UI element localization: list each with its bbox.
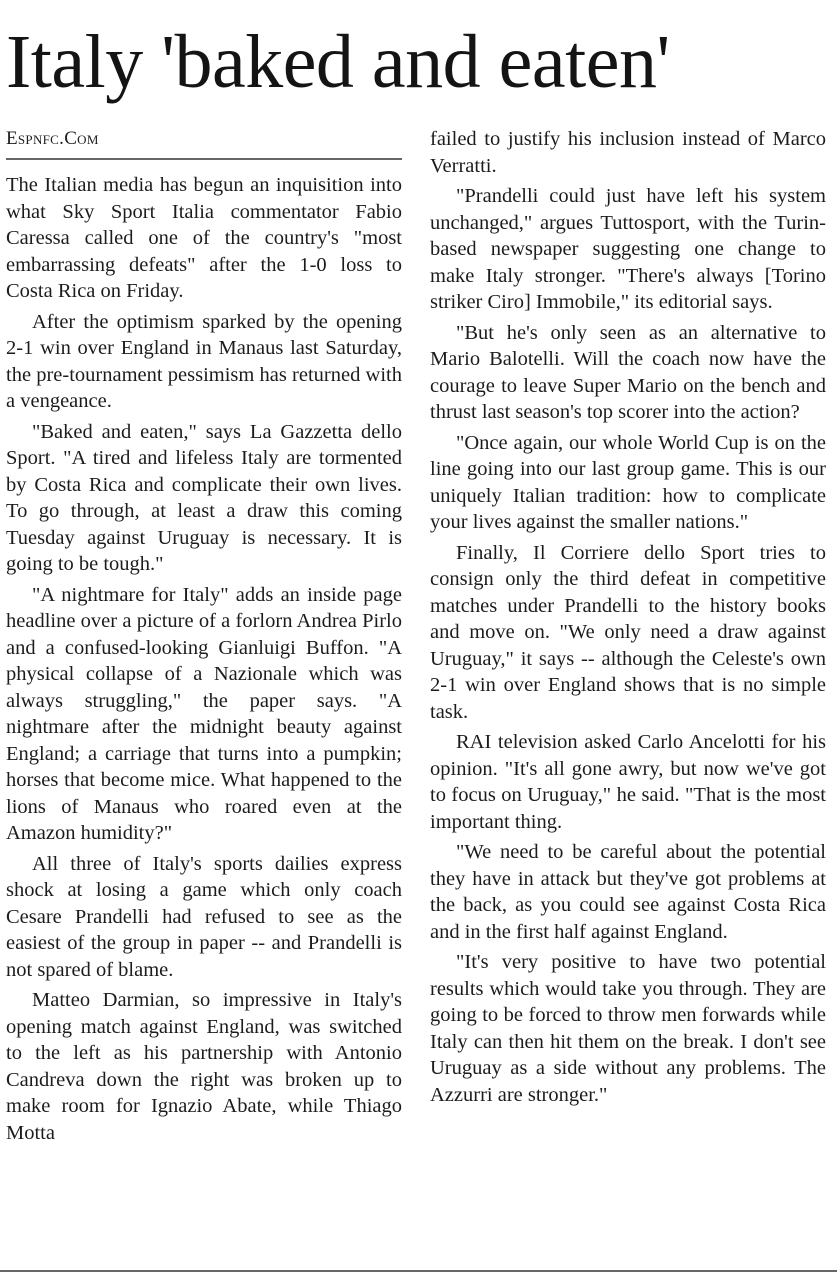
paragraph: "Baked and eaten," says La Gazzetta dello Sport. "A tired and lifeless Italy are tormented by Costa Rica and complicate their own lives. To go through, at least a draw this coming Tuesday against Uruguay is necessary. It is going to be tough." bbox=[6, 420, 402, 575]
headline: Italy 'baked and eaten' bbox=[6, 20, 670, 104]
source-byline: Espnfc.Com bbox=[6, 126, 402, 160]
bottom-divider bbox=[0, 1270, 837, 1272]
paragraph: Finally, Il Corriere dello Sport tries to consign only the third defeat in competitive matches under Prandelli to the history books and move on. "We only need a draw against Uruguay," it says -- although the Celeste's own 2-1 win over England shows that is no simple task. bbox=[430, 541, 826, 723]
paragraph: Matteo Darmian, so impressive in Italy's opening match against England, was switched to the left as his partnership with Antonio Candreva down the right was broken up to make room for Ignazio Abate, while Thiago Motta bbox=[6, 989, 402, 1144]
paragraph: RAI television asked Carlo Ancelotti for his opinion. "It's all gone awry, but now we've got to focus on Uruguay," he said. "That is the most important thing. bbox=[430, 731, 826, 833]
paragraph: "Once again, our whole World Cup is on the line going into our last group game. This is our uniquely Italian tradition: how to complicate your lives against the smaller nations." bbox=[430, 431, 826, 533]
paragraph: "Prandelli could just have left his system unchanged," argues Tuttosport, with the Turin-based newspaper suggesting one change to make Italy stronger. "There's always [Torino striker Ciro] Immobile," its editorial says. bbox=[430, 185, 826, 313]
paragraph: All three of Italy's sports dailies express shock at losing a game which only coach Cesare Prandelli had refused to see as the easiest of the group in paper -- and Prandelli is not spared of blame. bbox=[6, 852, 402, 981]
paragraph: "A nightmare for Italy" adds an inside page headline over a picture of a forlorn Andrea Pirlo and a confused-looking Gianluigi Buffon. "A physical collapse of a Nazionale which was always struggling," the paper says. "A nightmare after the midnight beauty against England; a carriage that turns into a pumpkin; horses that become mice. What happened to the lions of Manaus who roared even at the Amazon humidity?" bbox=[6, 583, 402, 844]
paragraph: The Italian media has begun an inquisition into what Sky Sport Italia commentator Fabio Caressa called one of the country's "most embarrassing defeats" after the 1-0 loss to Costa Rica on Friday. bbox=[6, 174, 402, 302]
paragraph: After the optimism sparked by the opening 2-1 win over England in Manaus last Saturday, the pre-tournament pessimism has returned with a vengeance. bbox=[6, 310, 402, 412]
paragraph: "It's very positive to have two potential results which would take you through. They are going to be forced to throw men forwards while Italy can then hit them on the break. I don't see Uruguay as a side without any problems. The Azzurri are stronger." bbox=[430, 951, 826, 1106]
article-column-right bbox=[430, 126, 826, 1112]
article-column-left bbox=[6, 126, 402, 1150]
paragraph: failed to justify his inclusion instead of Marco Verratti. bbox=[430, 128, 826, 177]
paragraph: "But he's only seen as an alternative to Mario Balotelli. Will the coach now have the courage to leave Super Mario on the bench and thrust last season's top scorer into the action? bbox=[430, 321, 826, 423]
paragraph: "We need to be careful about the potential they have in attack but they've got problems at the back, as you could see against Costa Rica and in the first half against England. bbox=[430, 841, 826, 943]
